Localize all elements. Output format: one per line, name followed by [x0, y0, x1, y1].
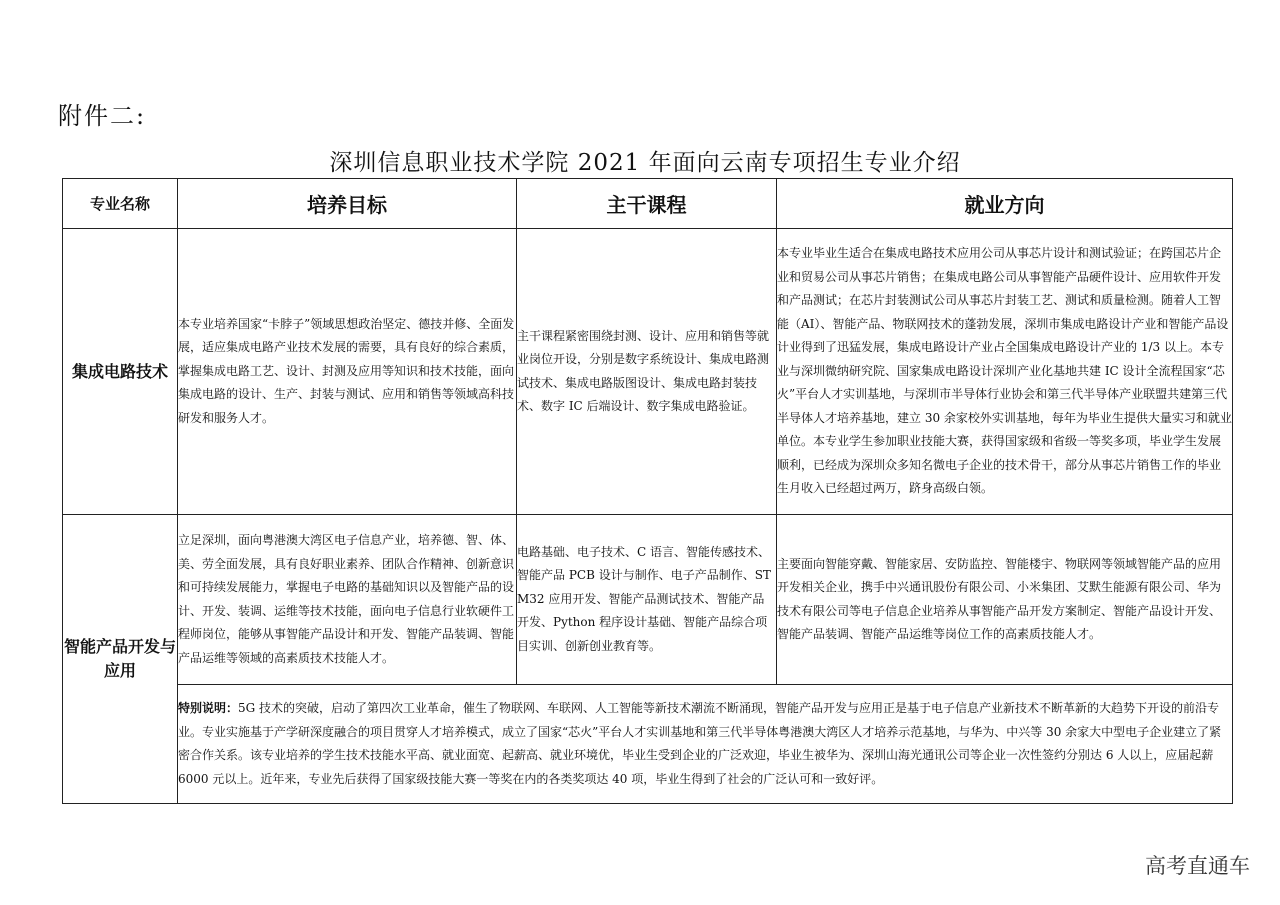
- watermark: 高考直通车: [1145, 854, 1250, 878]
- document-title: 深圳信息职业技术学院 2021 年面向云南专项招生专业介绍: [329, 150, 961, 176]
- header-training-goal: 培养目标: [178, 179, 517, 229]
- core-courses: 电路基础、电子技术、C 语言、智能传感技术、智能产品 PCB 设计与制作、电子产品制作、STM32 应用开发、智能产品测试技术、智能产品开发、Python 程序设计基础、智能产品综合项目实训、创新创业教育等。: [517, 515, 777, 685]
- attachment-label: 附件二:: [58, 102, 147, 130]
- career-direction: 主要面向智能穿戴、智能家居、安防监控、智能楼宇、物联网等领域智能产品的应用开发相关企业，携手中兴通讯股份有限公司、小米集团、艾默生能源有限公司、华为技术有限公司等电子信息企业培养从事智能产品开发方案制定、智能产品设计开发、智能产品装调、智能产品运维等岗位工作的高素质技能人才。: [777, 515, 1233, 685]
- table-row: [63, 515, 1233, 685]
- table-row: [63, 229, 1233, 515]
- table-header-row: [63, 179, 1233, 229]
- header-core-courses: 主干课程: [517, 179, 777, 229]
- major-name: 集成电路技术: [63, 229, 178, 515]
- core-courses: 主干课程紧密围绕封测、设计、应用和销售等就业岗位开设，分别是数字系统设计、集成电路测试技术、集成电路版图设计、集成电路封装技术、数字 IC 后端设计、数字集成电路验证。: [517, 229, 777, 515]
- major-name: 智能产品开发与应用: [63, 515, 178, 804]
- training-goal: 本专业培养国家“卡脖子”领域思想政治坚定、德技并修、全面发展，适应集成电路产业技术发展的需要，具有良好的综合素质，掌握集成电路工艺、设计、封测及应用等知识和技术技能，面向集成电路的设计、生产、封装与测试、应用和销售等领域高科技研发和服务人才。: [178, 229, 517, 515]
- special-note-text: 5G 技术的突破，启动了第四次工业革命，催生了物联网、车联网、人工智能等新技术潮流不断涌现，智能产品开发与应用正是基于电子信息产业新技术不断革新的大趋势下开设的前沿专业。专业实施基于产学研深度融合的项目贯穿人才培养模式，成立了国家“芯火”平台人才实训基地和第三代半导体粤港澳大湾区人才培养示范基地，与华为、中兴等 30 余家大中型电子企业建立了紧密合作关系。该专业培养的学生技术技能水平高、就业面宽、起薪高、就业环境优，毕业生受到企业的广泛欢迎，毕业生被华为、深圳山海光通讯公司等企业一次性签约分别达 6 人以上，应届起薪 6000 元以上。近年来，专业先后获得了国家级技能大赛一等奖在内的各类奖项达 40 项，毕业生得到了社会的广泛认可和一致好评。: [178, 701, 1222, 786]
- major-intro-table: [62, 178, 1233, 804]
- training-goal: 立足深圳，面向粤港澳大湾区电子信息产业，培养德、智、体、美、劳全面发展，具有良好职业素养、团队合作精神、创新意识和可持续发展能力，掌握电子电路的基础知识以及智能产品的设计、开发、装调、运维等技术技能，面向电子信息行业软硬件工程师岗位，能够从事智能产品设计和开发、智能产品装调、智能产品运维等领域的高素质技术技能人才。: [178, 515, 517, 685]
- special-note: [178, 685, 1233, 804]
- header-career-direction: 就业方向: [777, 179, 1233, 229]
- note-row: [63, 685, 1233, 804]
- career-direction: 本专业毕业生适合在集成电路技术应用公司从事芯片设计和测试验证；在跨国芯片企业和贸易公司从事芯片销售；在集成电路公司从事智能产品硬件设计、应用软件开发和产品测试；在芯片封装测试公司从事芯片封装工艺、测试和质量检测。随着人工智能（AI）、智能产品、物联网技术的蓬勃发展，深圳市集成电路设计产业和智能产品设计业得到了迅猛发展，集成电路设计产业占全国集成电路设计产业的 1/3 以上。本专业与深圳微纳研究院、国家集成电路设计深圳产业化基地共建 IC 设计全流程国家“芯火”平台人才实训基地，与深圳市半导体行业协会和第三代半导体产业联盟共建第三代半导体人才培养基地，建立 30 余家校外实训基地，每年为毕业生提供大量实习和就业单位。本专业学生参加职业技能大赛，获得国家级和省级一等奖多项，毕业学生发展顺利，已经成为深圳众多知名微电子企业的技术骨干，部分从事芯片销售工作的毕业生月收入已经超过两万，跻身高级白领。: [777, 229, 1233, 515]
- special-note-label: 特别说明：: [178, 701, 239, 715]
- header-major-name: 专业名称: [63, 179, 178, 229]
